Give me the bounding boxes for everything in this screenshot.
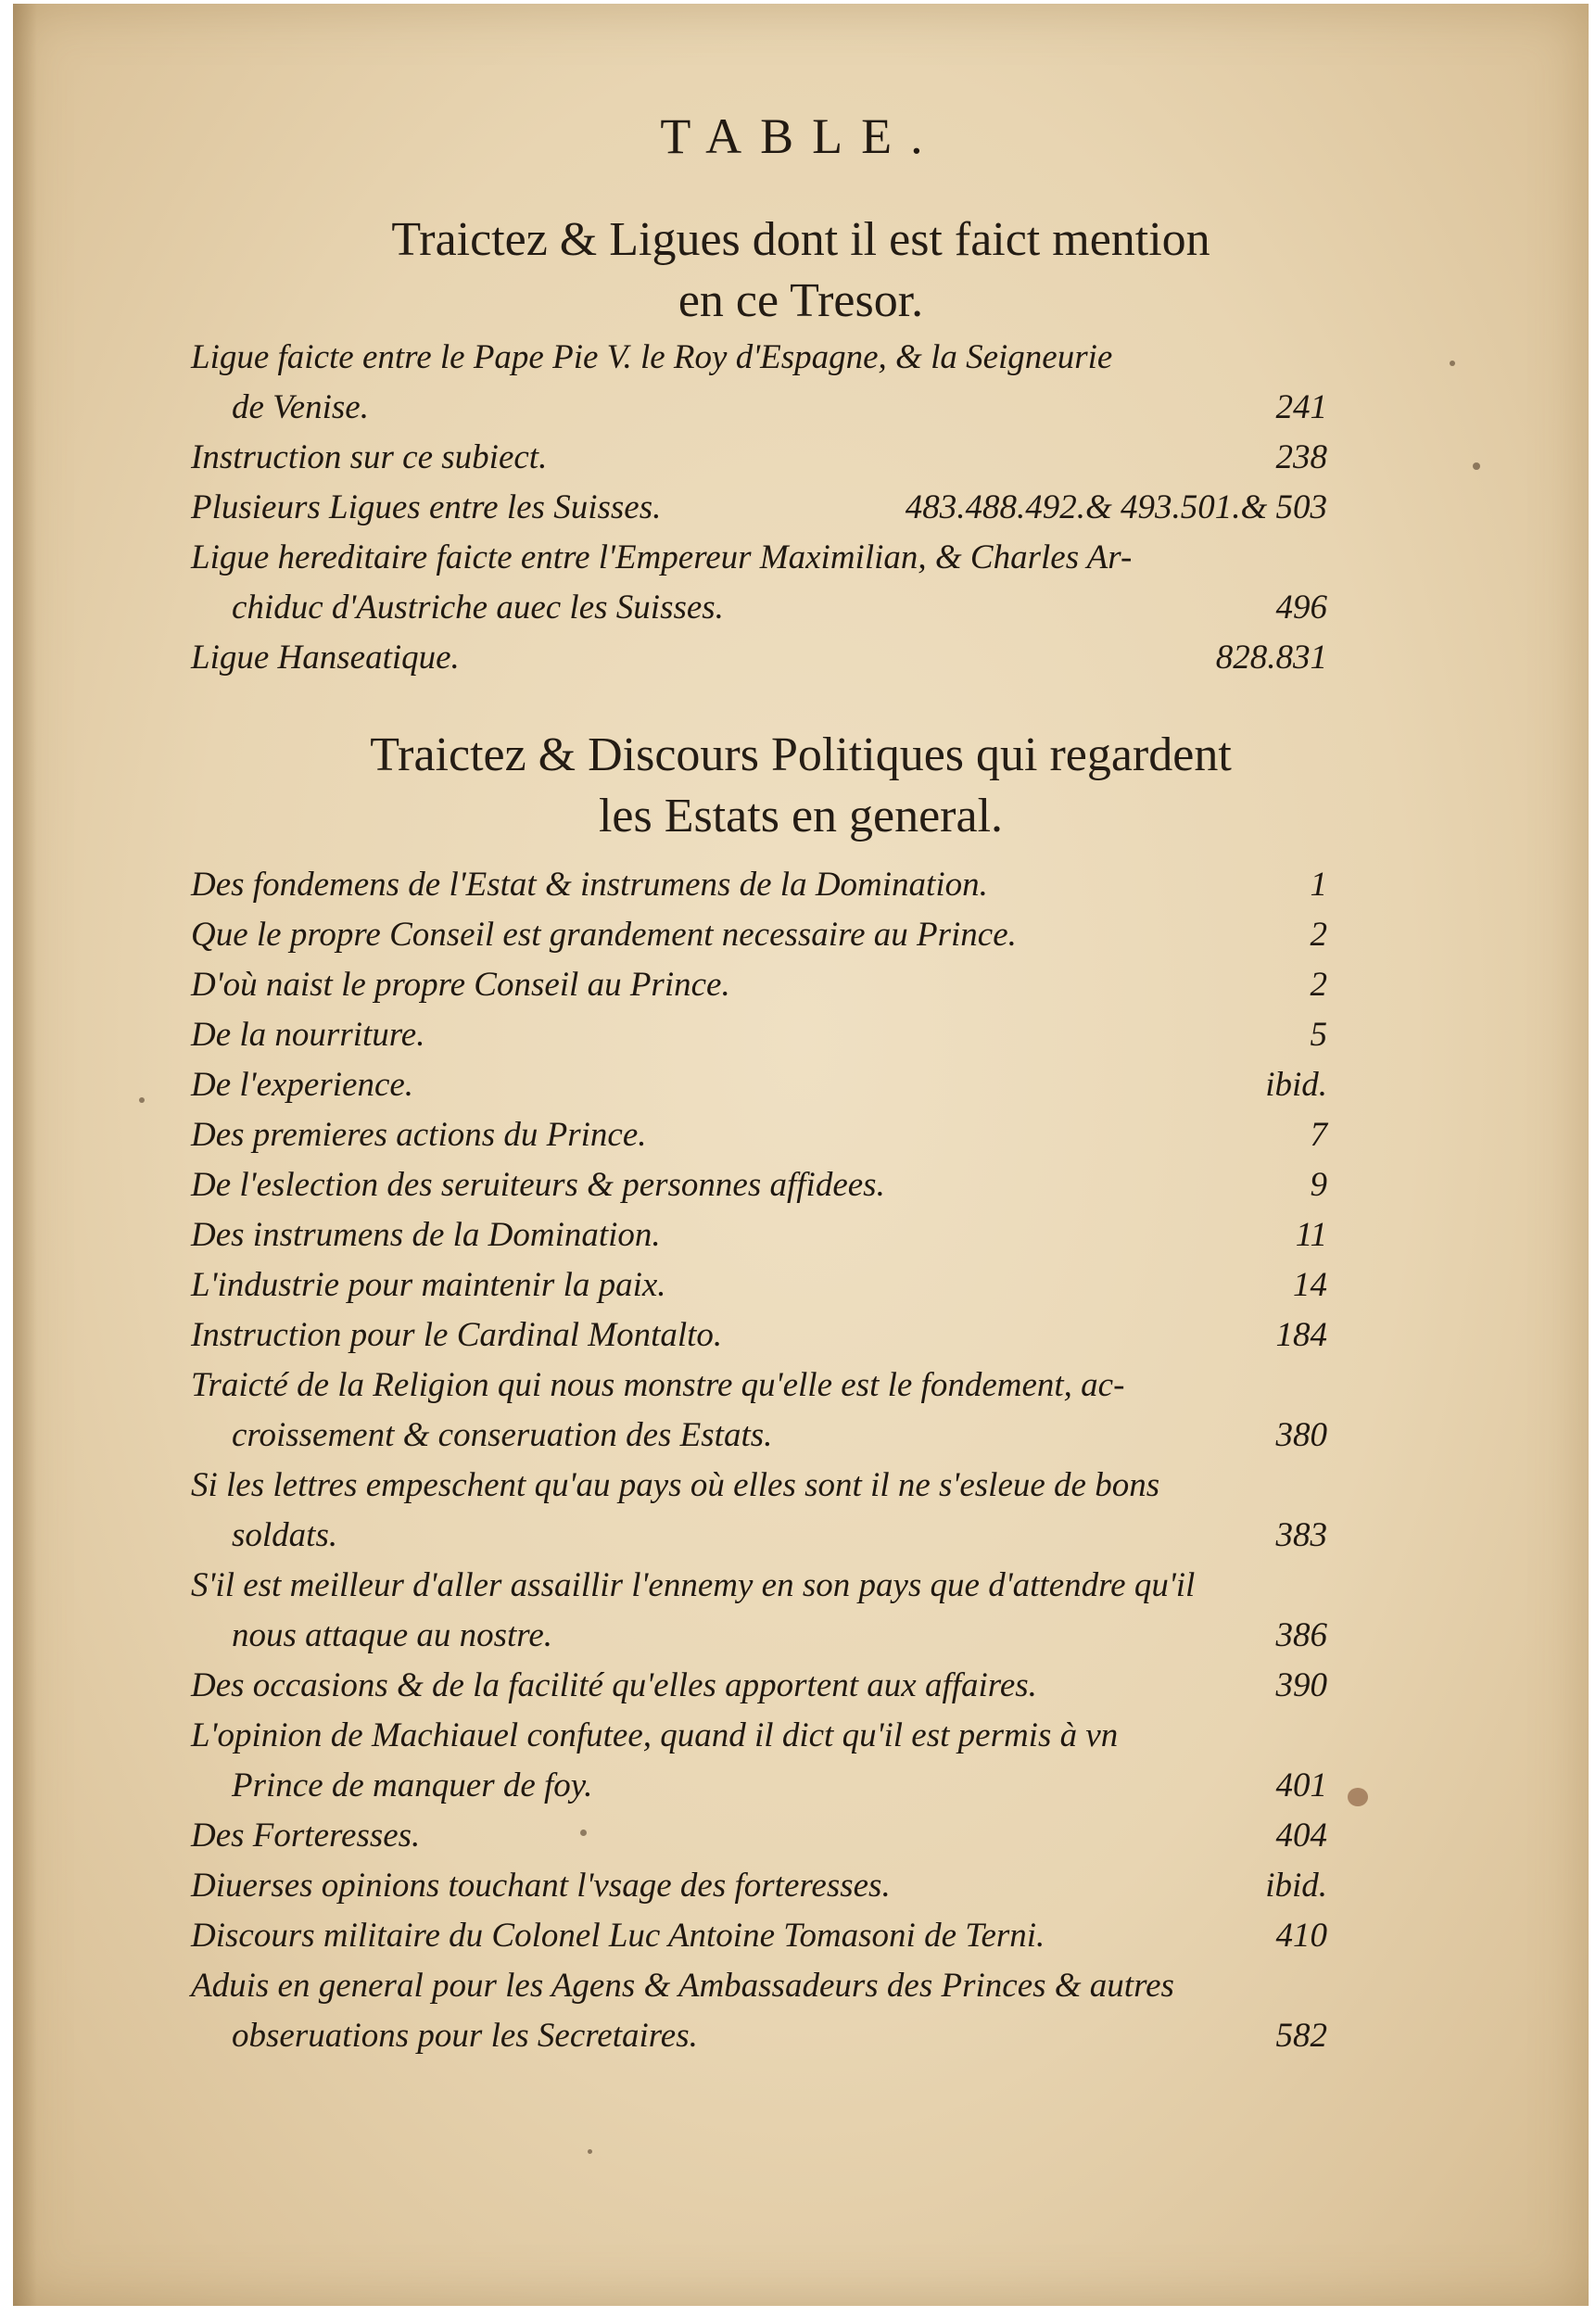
entry-line: Ligue hereditaire faicte entre l'Empereur Maximilian, & Charles Ar- bbox=[191, 538, 1133, 576]
entry-line bbox=[191, 1060, 1327, 1110]
table-entry bbox=[191, 960, 1327, 1010]
book-page bbox=[13, 4, 1589, 2306]
page-reference: 11 bbox=[1295, 1216, 1327, 1254]
page-reference: 14 bbox=[1293, 1266, 1327, 1304]
table-entry bbox=[191, 1461, 1327, 1561]
entry-line bbox=[191, 860, 1327, 910]
section-title-line: les Estats en general. bbox=[598, 790, 1004, 842]
entry-line: S'il est meilleur d'aller assaillir l'ennemy en son pays que d'attendre qu'il bbox=[191, 1566, 1196, 1604]
page-reference: 496 bbox=[1275, 589, 1327, 627]
section-title-line: en ce Tresor. bbox=[678, 274, 924, 327]
entry-text: Instruction pour le Cardinal Montalto. bbox=[191, 1316, 723, 1354]
entry-line: L'opinion de Machiauel confutee, quand il dict qu'il est permis à vn bbox=[191, 1716, 1119, 1754]
entry-text: D'où naist le propre Conseil au Prince. bbox=[191, 966, 730, 1004]
entry-text: croissement & conseruation des Estats. bbox=[232, 1416, 773, 1454]
page-reference: 410 bbox=[1275, 1917, 1327, 1955]
entry-line bbox=[191, 1110, 1327, 1160]
entry-line bbox=[191, 1310, 1327, 1361]
table-entry bbox=[191, 1961, 1327, 2061]
entry-line bbox=[191, 383, 1327, 433]
table-entry bbox=[191, 860, 1327, 910]
page-reference: 2 bbox=[1310, 966, 1327, 1004]
entry-line bbox=[191, 1411, 1327, 1461]
entry-line bbox=[191, 483, 1327, 533]
page-reference: 380 bbox=[1275, 1416, 1327, 1454]
entry-text: Ligue Hanseatique. bbox=[191, 639, 460, 677]
ink-speck bbox=[1473, 462, 1480, 470]
section-title-line: Traictez & Discours Politiques qui regardent bbox=[370, 728, 1232, 781]
entry-line bbox=[191, 2011, 1327, 2061]
entry-text: Des fondemens de l'Estat & instrumens de la Domination. bbox=[191, 866, 988, 904]
table-entry bbox=[191, 533, 1327, 633]
entry-line: Traicté de la Religion qui nous monstre qu'elle est le fondement, ac- bbox=[191, 1366, 1125, 1404]
running-head: TABLE. bbox=[660, 108, 942, 164]
page-reference: 7 bbox=[1310, 1116, 1327, 1154]
entry-line bbox=[191, 1511, 1327, 1561]
page-reference: 383 bbox=[1275, 1516, 1327, 1554]
entry-text: Plusieurs Ligues entre les Suisses. bbox=[191, 488, 662, 526]
table-entry bbox=[191, 1811, 1327, 1861]
table-entry bbox=[191, 1661, 1327, 1711]
entry-text: Diuerses opinions touchant l'vsage des forteresses. bbox=[191, 1867, 891, 1905]
page-reference: 2 bbox=[1310, 916, 1327, 954]
ink-speck bbox=[1450, 361, 1455, 366]
page-reference: 5 bbox=[1310, 1016, 1327, 1054]
table-entry bbox=[191, 633, 1327, 683]
entry-line bbox=[191, 583, 1327, 633]
page-reference: 828.831 bbox=[1215, 639, 1327, 677]
table-entry bbox=[191, 1160, 1327, 1210]
entry-line bbox=[191, 910, 1327, 960]
ink-speck bbox=[139, 1097, 145, 1103]
entry-line: Aduis en general pour les Agens & Ambassadeurs des Princes & autres bbox=[191, 1967, 1174, 2005]
table-entry bbox=[191, 1060, 1327, 1110]
page-reference: 238 bbox=[1275, 438, 1327, 476]
entry-text: chiduc d'Austriche auec les Suisses. bbox=[232, 589, 724, 627]
entry-text: Discours militaire du Colonel Luc Antoine Tomasoni de Terni. bbox=[191, 1917, 1045, 1955]
entry-line bbox=[191, 1010, 1327, 1060]
page-reference: 9 bbox=[1310, 1166, 1327, 1204]
entry-text: Des premieres actions du Prince. bbox=[191, 1116, 647, 1154]
page-reference: 483.488.492.& 493.501.& 503 bbox=[905, 488, 1327, 526]
entry-line bbox=[191, 1761, 1327, 1811]
table-entry bbox=[191, 1260, 1327, 1310]
table-entry bbox=[191, 910, 1327, 960]
section-title-line: Traictez & Ligues dont il est faict mention bbox=[391, 213, 1210, 266]
entry-line bbox=[191, 1260, 1327, 1310]
entry-text: De la nourriture. bbox=[191, 1016, 425, 1054]
entry-text: de Venise. bbox=[232, 388, 369, 426]
entry-line bbox=[191, 633, 1327, 683]
entry-line bbox=[191, 1861, 1327, 1911]
entry-line bbox=[191, 1160, 1327, 1210]
page-reference: 1 bbox=[1310, 866, 1327, 904]
section-title-political-discourses bbox=[13, 725, 1589, 847]
entry-text: Instruction sur ce subiect. bbox=[191, 438, 548, 476]
table-entry bbox=[191, 1861, 1327, 1911]
table-entry bbox=[191, 1310, 1327, 1361]
entry-line bbox=[191, 1611, 1327, 1661]
entry-text: De l'eslection des seruiteurs & personnes affidees. bbox=[191, 1166, 885, 1204]
table-entry bbox=[191, 483, 1327, 533]
entry-line: Ligue faicte entre le Pape Pie V. le Roy d'Espagne, & la Seigneurie bbox=[191, 338, 1113, 376]
entry-text: Des Forteresses. bbox=[191, 1817, 421, 1855]
ink-speck bbox=[1348, 1788, 1368, 1806]
table-entry bbox=[191, 1010, 1327, 1060]
page-reference: 241 bbox=[1275, 388, 1327, 426]
page-reference: ibid. bbox=[1265, 1867, 1327, 1905]
page-reference: 386 bbox=[1275, 1616, 1327, 1654]
entry-text: L'industrie pour maintenir la paix. bbox=[191, 1266, 666, 1304]
table-entry bbox=[191, 1361, 1327, 1461]
entry-text: obseruations pour les Secretaires. bbox=[232, 2017, 698, 2055]
table-entry bbox=[191, 433, 1327, 483]
entry-list-treaties-leagues bbox=[191, 333, 1327, 683]
ink-speck bbox=[588, 2149, 592, 2154]
entry-line bbox=[191, 1210, 1327, 1260]
entry-line bbox=[191, 1811, 1327, 1861]
entry-line: Si les lettres empeschent qu'au pays où elles sont il ne s'esleue de bons bbox=[191, 1466, 1160, 1504]
entry-list-political-discourses bbox=[191, 860, 1327, 2061]
page-reference: 401 bbox=[1275, 1766, 1327, 1804]
entry-text: nous attaque au nostre. bbox=[232, 1616, 553, 1654]
page-reference: ibid. bbox=[1265, 1066, 1327, 1104]
entry-line bbox=[191, 1911, 1327, 1961]
page-reference: 390 bbox=[1275, 1666, 1327, 1704]
table-entry bbox=[191, 1911, 1327, 1961]
table-entry bbox=[191, 1711, 1327, 1811]
entry-text: Que le propre Conseil est grandement necessaire au Prince. bbox=[191, 916, 1017, 954]
entry-text: Prince de manquer de foy. bbox=[232, 1766, 593, 1804]
entry-text: Des instrumens de la Domination. bbox=[191, 1216, 661, 1254]
page-reference: 404 bbox=[1275, 1817, 1327, 1855]
ink-speck bbox=[580, 1830, 587, 1836]
page-reference: 582 bbox=[1275, 2017, 1327, 2055]
entry-line bbox=[191, 433, 1327, 483]
entry-text: soldats. bbox=[232, 1516, 338, 1554]
section-title-treaties-leagues bbox=[13, 209, 1589, 332]
entry-line bbox=[191, 960, 1327, 1010]
table-entry bbox=[191, 1210, 1327, 1260]
table-entry bbox=[191, 1561, 1327, 1661]
entry-text: De l'experience. bbox=[191, 1066, 414, 1104]
page-reference: 184 bbox=[1275, 1316, 1327, 1354]
entry-text: Des occasions & de la facilité qu'elles apportent aux affaires. bbox=[191, 1666, 1037, 1704]
table-entry bbox=[191, 333, 1327, 433]
entry-line bbox=[191, 1661, 1327, 1711]
table-entry bbox=[191, 1110, 1327, 1160]
